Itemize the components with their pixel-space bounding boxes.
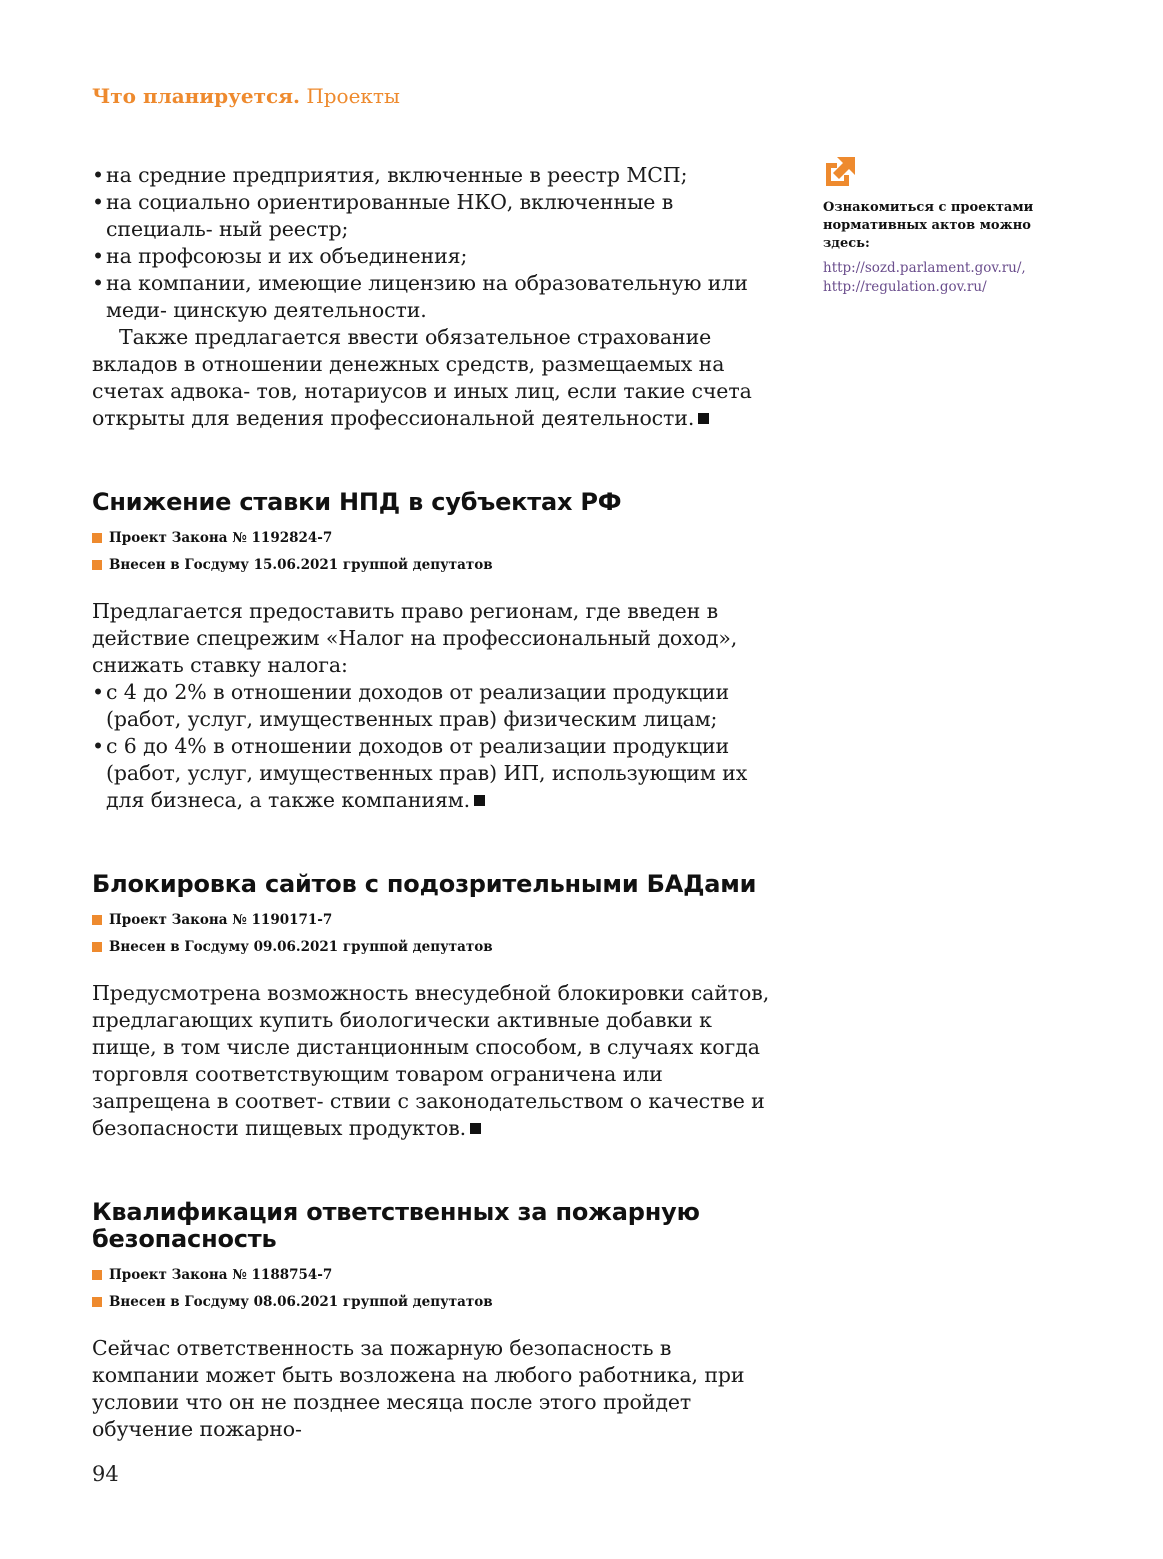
section-npd (92, 489, 782, 814)
page-number: 94 (92, 1462, 119, 1486)
bill-introduced: Внесен в Госдуму 09.06.2021 группой депутатов (92, 934, 782, 961)
bill-introduced: Внесен в Госдуму 08.06.2021 группой депутатов (92, 1289, 782, 1316)
header-subsection: Проекты (306, 84, 400, 108)
bill-number: Проект Закона № 1188754-7 (92, 1262, 782, 1289)
end-mark (470, 1123, 481, 1134)
orange-square-icon (92, 1297, 102, 1307)
list-item: • на компании, имеющие лицензию на образовательную или меди- цинскую деятельности. (92, 270, 782, 324)
section-fire-safety (92, 1199, 782, 1443)
bill-number: Проект Закона № 1192824-7 (92, 525, 782, 552)
list-item: • с 6 до 4% в отношении доходов от реализации продукции (работ, услуг, имущественных прав) ИП, использующим их для бизнеса, а также компаниям. (92, 733, 782, 814)
end-mark (474, 795, 485, 806)
intro-bullet-list (92, 162, 782, 324)
intro-paragraph-text: Также предлагается ввести обязательное страхование вкладов в отношении денежных средств, размещаемых на счетах адвока- тов, нотариусов и иных лиц, если такие счета открыты для ведения профессиональной деятельности. (92, 325, 752, 430)
section-text: Предусмотрена возможность внесудебной блокировки сайтов, предлагающих купить биологически активные добавки к пище, в том числе дистанционным способом, в случаях когда торговля соответствующим товаром ограничена или запрещена в соответ- ствии с законодательством о качестве и безопасности пищевых продуктов. (92, 981, 770, 1140)
sidebar-title: Ознакомиться с проектами нормативных актов можно здесь: (823, 200, 1034, 251)
section-bad-sites (92, 871, 782, 1142)
list-item: • с 4 до 2% в отношении доходов от реализации продукции (работ, услуг, имущественных прав) физическим лицам; (92, 679, 782, 733)
end-mark (698, 413, 709, 424)
bill-introduced: Внесен в Госдуму 15.06.2021 группой депутатов (92, 552, 782, 579)
orange-square-icon (92, 915, 102, 925)
section-title: Блокировка сайтов с подозрительными БАДами (92, 870, 757, 898)
sidebar-note (823, 155, 1053, 297)
bill-number: Проект Закона № 1190171-7 (92, 907, 782, 934)
list-item: • на профсоюзы и их объединения; (92, 243, 782, 270)
link-sozd[interactable]: http://sozd.parlament.gov.ru/, (823, 260, 1026, 276)
link-regulation[interactable]: http://regulation.gov.ru/ (823, 279, 987, 295)
list-item: • на средние предприятия, включенные в реестр МСП; (92, 162, 782, 189)
section-title: Квалификация ответственных за пожарную безопасность (92, 1198, 700, 1253)
section-text: Предлагается предоставить право регионам, где введен в действие спецрежим «Налог на профессиональный доход», снижать ставку налога: (92, 599, 738, 677)
section-bullet-list (92, 679, 782, 814)
section-text: Сейчас ответственность за пожарную безопасность в компании может быть возложена на любого работника, при условии что он не позднее месяца после этого пройдет обучение пожарно- (92, 1336, 745, 1441)
orange-square-icon (92, 533, 102, 543)
list-item: • на социально ориентированные НКО, включенные в специаль- ный реестр; (92, 189, 782, 243)
header-section: Что планируется. (92, 84, 300, 108)
external-link-icon (823, 155, 857, 189)
main-column (92, 162, 782, 1443)
running-header (92, 83, 400, 109)
bill-meta (92, 1262, 782, 1316)
sidebar-links (823, 259, 1053, 297)
bill-meta (92, 907, 782, 961)
bill-meta (92, 525, 782, 579)
orange-square-icon (92, 942, 102, 952)
orange-square-icon (92, 560, 102, 570)
section-title: Снижение ставки НПД в субъектах РФ (92, 488, 622, 516)
orange-square-icon (92, 1270, 102, 1280)
intro-paragraph (92, 324, 782, 432)
